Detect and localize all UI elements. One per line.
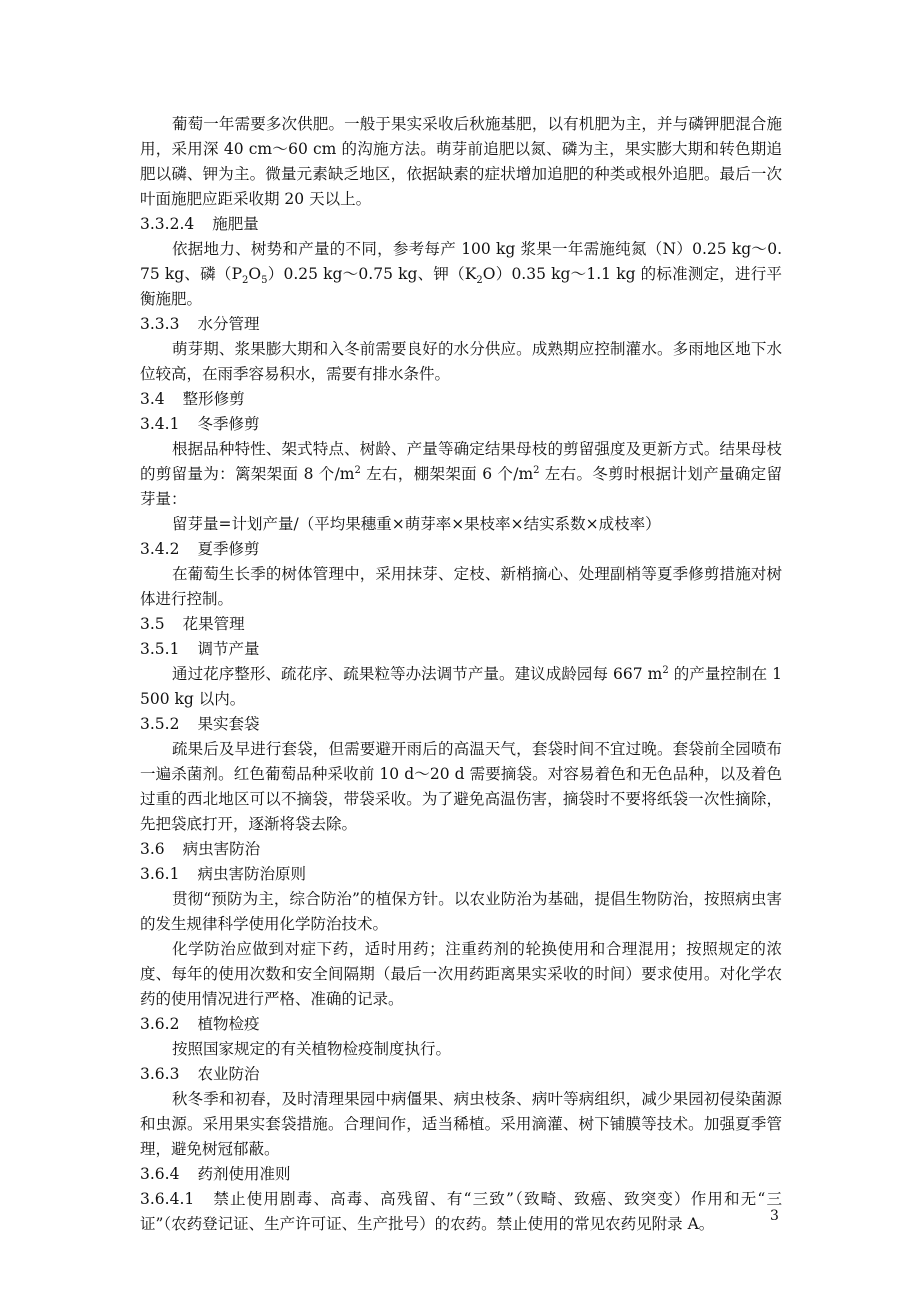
paragraph: 按照国家规定的有关植物检疫制度执行。 [172,1040,452,1058]
section-heading [140,312,782,337]
section-number: 3.6.3 [140,1065,180,1083]
section-number: 3.5.1 [140,640,180,658]
clause-paragraph [140,1187,782,1237]
section-number: 3.6.1 [140,865,180,883]
section-title: 药剂使用准则 [197,1165,291,1183]
section-title: 果实套袋 [197,715,260,733]
section-title: 整形修剪 [182,390,245,408]
paragraph: 通过花序整形、疏花序、疏果粒等办法调节产量。建议成龄园每 667 $m^2$ 的产量控制在 1 500 kg 以内。 [140,664,783,708]
section-title: 花果管理 [182,615,245,633]
section-title: 施肥量 [212,215,259,233]
paragraph: 秋冬季和初春，及时清理果园中病僵果、病虫枝条、病叶等病组织，减少果园初侵染菌源和虫源。采用果实套袋措施。合理间作，适当稀植。采用滴灌、树下铺膜等技术。加强夏季管理，避免树冠郁蔽。 [140,1090,782,1158]
section-number: 3.4 [140,390,165,408]
paragraph: 在葡萄生长季的树体管理中，采用抹芽、定枝、新梢摘心、处理副梢等夏季修剪措施对树体进行控制。 [140,565,782,608]
clause-text: 禁止使用剧毒、高毒、高残留、有“三致”（致畸、致癌、致突变）作用和无“三证”（农药登记证、生产许可证、生产批号）的农药。禁止使用的常见农药见附录 A。 [140,1190,782,1233]
section-number: 3.6.4 [140,1165,180,1183]
section-title: 夏季修剪 [197,540,260,558]
page-number: 3 [770,1208,779,1224]
section-title: 病虫害防治原则 [197,865,306,883]
section-number: 3.5.2 [140,715,180,733]
section-number: 3.6.2 [140,1015,180,1033]
section-heading [140,862,782,887]
paragraph: 根据品种特性、架式特点、树龄、产量等确定结果母枝的剪留强度及更新方式。结果母枝的剪留量为：篱架架面 8 个$/m^2$ 左右，棚架架面 6 个$/m^2$ 左右。冬剪时根据计划产量确定留芽量： [140,440,782,508]
section-number: 3.6 [140,840,165,858]
section-title: 调节产量 [197,640,260,658]
paragraph: 萌芽期、浆果膨大期和入冬前需要良好的水分供应。成熟期应控制灌水。多雨地区地下水位较高，在雨季容易积水，需要有排水条件。 [140,340,782,383]
paragraph: 贯彻“预防为主，综合防治”的植保方针。以农业防治为基础，提倡生物防治，按照病虫害的发生规律科学使用化学防治技术。 [140,890,782,933]
section-number: 3.3.2.4 [140,215,195,233]
section-title: 植物检疫 [197,1015,260,1033]
section-title: 水分管理 [197,315,260,333]
section-title: 病虫害防治 [182,840,261,858]
paragraph: 依据地力、树势和产量的不同，参考每产 100 kg 浆果一年需施纯氮（N）0.25 kg～0.75 kg、磷$(P_2O_5)0.25$ kg～0.75 kg、钾$(K_2O)0.35$ kg～1.1 kg 的标准测定，进行平衡施肥。 [140,240,782,308]
section-heading [140,1012,782,1037]
clause-number: 3.6.4.1 [140,1190,195,1208]
section-heading [140,837,782,862]
section-heading [140,1162,782,1187]
paragraph: 疏果后及早进行套袋，但需要避开雨后的高温天气，套袋时间不宜过晚。套袋前全园喷布一遍杀菌剂。红色葡萄品种采收前 10 d～20 d 需要摘袋。对容易着色和无色品种，以及着色过重的西北地区可以不摘袋，带袋采收。为了避免高温伤害，摘袋时不要将纸袋一次性摘除，先把袋底打开，逐渐将袋去除。 [140,740,782,833]
section-title: 冬季修剪 [197,415,260,433]
section-number: 3.4.1 [140,415,180,433]
section-number: 3.4.2 [140,540,180,558]
section-heading [140,637,782,662]
section-heading [140,1062,782,1087]
paragraph: 葡萄一年需要多次供肥。一般于果实采收后秋施基肥，以有机肥为主，并与磷钾肥混合施用，采用深 40 cm～60 cm 的沟施方法。萌芽前追肥以氮、磷为主，果实膨大期和转色期追肥以磷、钾为主。微量元素缺乏地区，依据缺素的症状增加追肥的种类或根外追肥。最后一次叶面施肥应距采收期 20 天以上。 [140,115,782,208]
section-number: 3.5 [140,615,165,633]
document-body [140,112,782,1237]
section-title: 农业防治 [197,1065,260,1083]
section-heading [140,212,782,237]
section-heading [140,387,782,412]
paragraph: 化学防治应做到对症下药，适时用药；注重药剂的轮换使用和合理混用；按照规定的浓度、每年的使用次数和安全间隔期（最后一次用药距离果实采收的时间）要求使用。对化学农药的使用情况进行严格、准确的记录。 [140,940,782,1008]
section-heading [140,412,782,437]
section-number: 3.3.3 [140,315,180,333]
paragraph: 留芽量=计划产量/（平均果穗重×萌芽率×果枝率×结实系数×成枝率） [172,515,661,533]
section-heading [140,537,782,562]
section-heading [140,712,782,737]
section-heading [140,612,782,637]
